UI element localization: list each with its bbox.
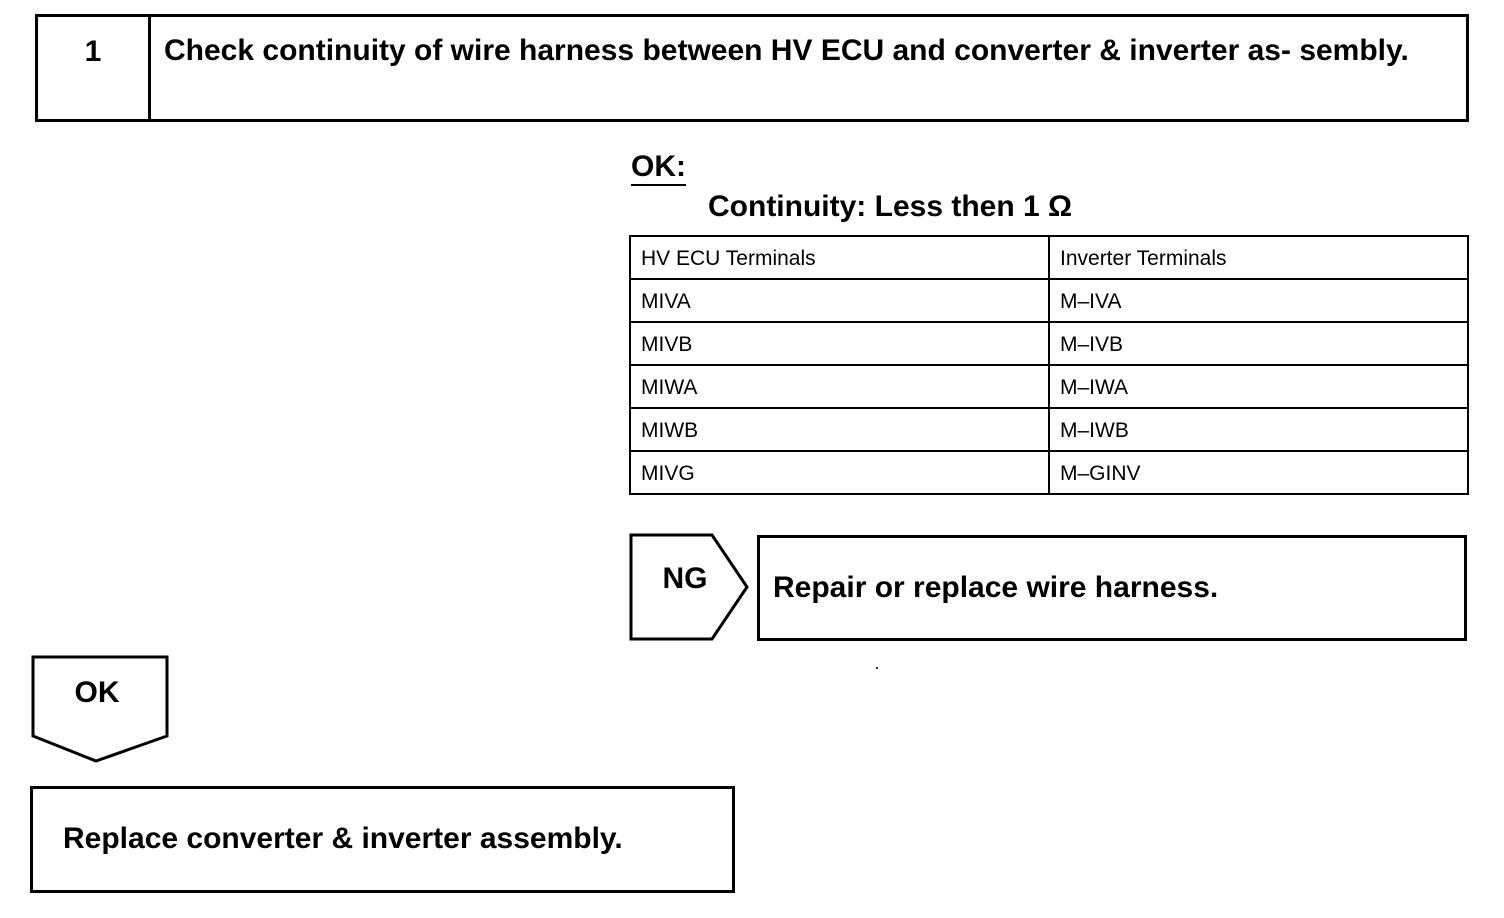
ok-spec-label: OK:	[631, 150, 686, 186]
hv-ecu-terminal-cell: MIWB	[630, 408, 1049, 451]
ok-label: OK	[74, 676, 120, 709]
inverter-terminal-cell: M–IWB	[1049, 408, 1468, 451]
hv-ecu-terminal-cell: MIVB	[630, 322, 1049, 365]
ng-action-box: Repair or replace wire harness.	[757, 535, 1467, 641]
table-row	[630, 408, 1468, 451]
header-inverter-terminals: Inverter Terminals	[1049, 236, 1468, 279]
continuity-spec: Continuity: Less then 1 Ω	[708, 190, 1073, 223]
table-row	[630, 322, 1468, 365]
step-number: 1	[38, 17, 151, 119]
table-header-row	[630, 236, 1468, 279]
step-header	[35, 14, 1469, 122]
inverter-terminal-cell: M–IVB	[1049, 322, 1468, 365]
stray-dot	[876, 667, 878, 669]
hv-ecu-terminal-cell: MIWA	[630, 365, 1049, 408]
terminal-table	[629, 235, 1469, 495]
header-hv-ecu-terminals: HV ECU Terminals	[630, 236, 1049, 279]
inverter-terminal-cell: M–IWA	[1049, 365, 1468, 408]
hv-ecu-terminal-cell: MIVG	[630, 451, 1049, 494]
ng-label: NG	[662, 562, 708, 595]
table-row	[630, 365, 1468, 408]
hv-ecu-terminal-cell: MIVA	[630, 279, 1049, 322]
table-row	[630, 451, 1468, 494]
step-title: Check continuity of wire harness between HV ECU and converter & inverter as- sembly.	[164, 34, 1409, 67]
ok-action-box: Replace converter & inverter assembly.	[30, 786, 735, 893]
inverter-terminal-cell: M–GINV	[1049, 451, 1468, 494]
inverter-terminal-cell: M–IVA	[1049, 279, 1468, 322]
table-row	[630, 279, 1468, 322]
